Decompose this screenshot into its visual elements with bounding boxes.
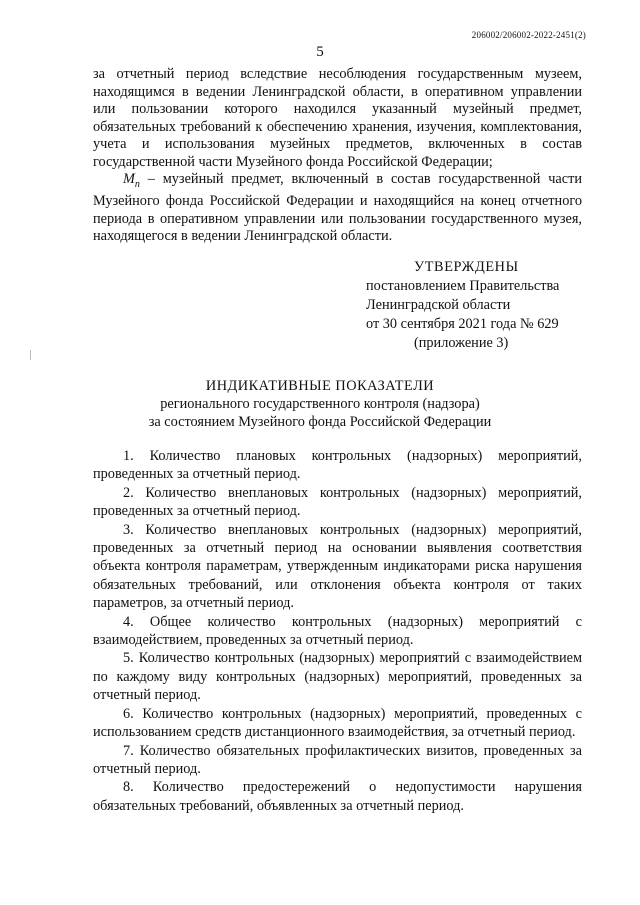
approval-heading: УТВЕРЖДЕНЫ [414, 259, 519, 275]
definition-text: – музейный предмет, включенный в состав государственной части Музейного фонда Российской Федерации и находящийся на конец отчетного периода в оперативном управлении или пользовании государственного музея, находящегося в ведении Ленинградской области. [93, 171, 582, 245]
list-item: 3. Количество внеплановых контрольных (надзорных) мероприятий, проведенных за отчетный период на основании выявления соответствия объекта контроля параметрам, утвержденным индикаторами риска нарушения обязательных требований, или отклонения объекта контроля от таких параметров, за отчетный период. [93, 521, 582, 612]
title-sub-2: за состоянием Музейного фонда Российской Федерации [148, 414, 492, 430]
approval-annex: (приложение 3) [414, 335, 509, 351]
continuation-text [93, 66, 582, 246]
list-item: 8. Количество предостережений о недопустимости нарушения обязательных требований, объявленных за отчетный период. [93, 779, 582, 814]
title-main: ИНДИКАТИВНЫЕ ПОКАЗАТЕЛИ [205, 378, 435, 394]
list-item: 5. Количество контрольных (надзорных) мероприятий с взаимодействием по каждому виду контрольных (надзорных) мероприятий, проведенных за отчетный период. [93, 650, 582, 704]
list-item: 4. Общее количество контрольных (надзорных) мероприятий с взаимодействием, проведенных за отчетный период. [93, 613, 582, 649]
definition-paragraph [93, 171, 582, 246]
list-item: 6. Количество контрольных (надзорных) мероприятий, проведенных с использованием средств дистанционного взаимодействия, за отчетный период. [93, 705, 582, 741]
indicator-list [93, 447, 582, 815]
list-item: 2. Количество внеплановых контрольных (надзорных) мероприятий, проведенных за отчетный период. [93, 484, 582, 520]
list-item: 7. Количество обязательных профилактических визитов, проведенных за отчетный период. [93, 742, 582, 777]
continuation-paragraph: за отчетный период вследствие несоблюдения государственным музеем, находящимся в ведении Ленинградской области, в оперативном управлении или пользовании которого находился указанный музейный предмет, обязательных требований к обеспечению хранения, изучения, комплектования, учета и использования музейных предметов, включенных в состав государственной части Музейного фонда Российской Федерации; [93, 66, 582, 170]
approval-line-1: постановлением Правительства [366, 278, 560, 294]
list-item: 1. Количество плановых контрольных (надзорных) мероприятий, проведенных за отчетный период. [93, 448, 582, 483]
approval-line-3: от 30 сентября 2021 года № 629 [366, 316, 559, 332]
document-id: 206002/206002-2022-2451(2) [471, 30, 586, 40]
approval-line-2: Ленинградской области [366, 297, 511, 313]
page-number: 5 [316, 44, 324, 60]
scan-mark [30, 350, 31, 360]
definition-symbol: $M_п$ [123, 171, 140, 190]
document-title [0, 377, 640, 431]
definition-symbol-subscript: п [134, 178, 140, 190]
approval-block [366, 258, 586, 353]
title-sub-1: регионального государственного контроля (надзора) [160, 396, 480, 412]
